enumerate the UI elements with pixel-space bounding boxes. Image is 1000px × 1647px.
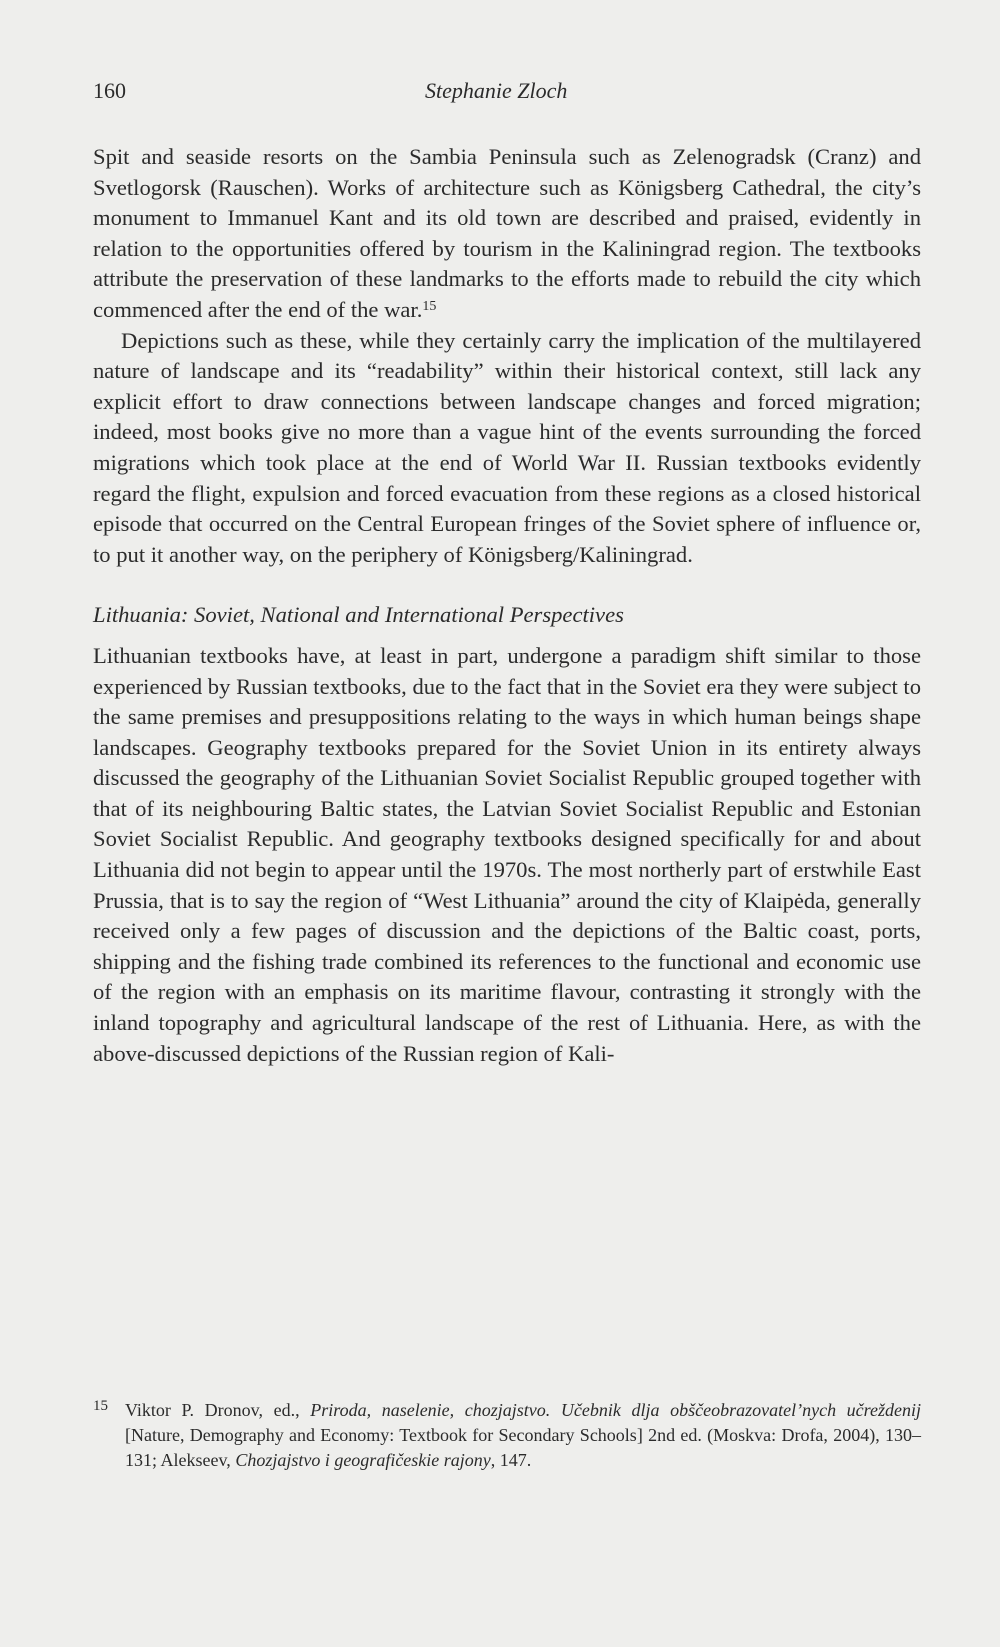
footnote-segment: [Nature, Demography and Economy: Textbook for Secondary Schools] 2nd ed. (Moskva: Drofa, 2004), 130–131; Alekseev, [125, 1425, 921, 1470]
page-number: 160 [93, 78, 126, 103]
footnote-segment: , 147. [490, 1450, 532, 1470]
running-head-author: Stephanie Zloch [425, 78, 568, 103]
body-paragraph [93, 326, 921, 571]
paragraph-text: Depictions such as these, while they certainly carry the implication of the multilayered nature of landscape and its “readability” within their historical context, still lack any explicit effort to draw connections between landscape changes and forced migration; indeed, most books give no more than a vague hint of the events surrounding the forced migrations which took place at the end of World War II. Russian textbooks evidently regard the flight, expulsion and forced evacuation from these regions as a closed historical episode that occurred on the Central European fringes of the Soviet sphere of influence or, to put it another way, on the periphery of Königsberg/Kaliningrad. [93, 327, 921, 567]
main-text [93, 142, 921, 1069]
body-paragraph [93, 142, 921, 326]
body-paragraph [93, 641, 921, 1069]
footnote-number: 15 [93, 1398, 108, 1414]
paragraph-text: Spit and seaside resorts on the Sambia Peninsula such as Zelenogradsk (Cranz) and Svetlogorsk (Rauschen). Works of architecture such as Königsberg Cathedral, the city’s monument to Immanuel Kant and its old town are described and praised, evidently in relation to the opportunities offered by tourism in the Kaliningrad region. The textbooks attribute the preservation of these landmarks to the efforts made to rebuild the city which commenced after the end of the war. [93, 144, 921, 322]
paragraph-text: Lithuanian textbooks have, at least in part, undergone a paradigm shift similar to those experienced by Russian textbooks, due to the fact that in the Soviet era they were subject to the same premises and presuppositions relating to the ways in which human beings shape landscapes. Geography textbooks prepared for the Soviet Union in its entirety always discussed the geography of the Lithuanian Soviet Socialist Republic grouped together with that of its neighbouring Baltic states, the Latvian Soviet Socialist Republic and Estonian Soviet Socialist Republic. And geography textbooks designed specifically for and about Lithuania did not begin to appear until the 1970s. The most northerly part of erstwhile East Prussia, that is to say the region of “West Lithuania” around the city of Klaipėda, generally received only a few pages of discussion and the depictions of the Baltic coast, ports, shipping and the fishing trade combined its references to the functional and economic use of the region with an emphasis on its maritime flavour, contrasting it strongly with the inland topography and agricultural landscape of the rest of Lithuania. Here, as with the above-discussed depictions of the Russian region of Kali- [93, 642, 921, 1066]
footnote-reference: 15 [422, 298, 437, 314]
footnote-title: Chozjajstvo i geografičeskie rajony [235, 1450, 491, 1470]
footnote-segment: Viktor P. Dronov, ed., [125, 1400, 311, 1420]
footnote-text [125, 1398, 921, 1473]
running-head [93, 78, 921, 110]
footnote [93, 1398, 921, 1473]
section-heading: Lithuania: Soviet, National and International Perspectives [93, 602, 624, 628]
footnote-title: Priroda, naselenie, chozjajstvo. Učebnik dlja obščeobrazovatel’nych učreždenij [310, 1400, 921, 1420]
